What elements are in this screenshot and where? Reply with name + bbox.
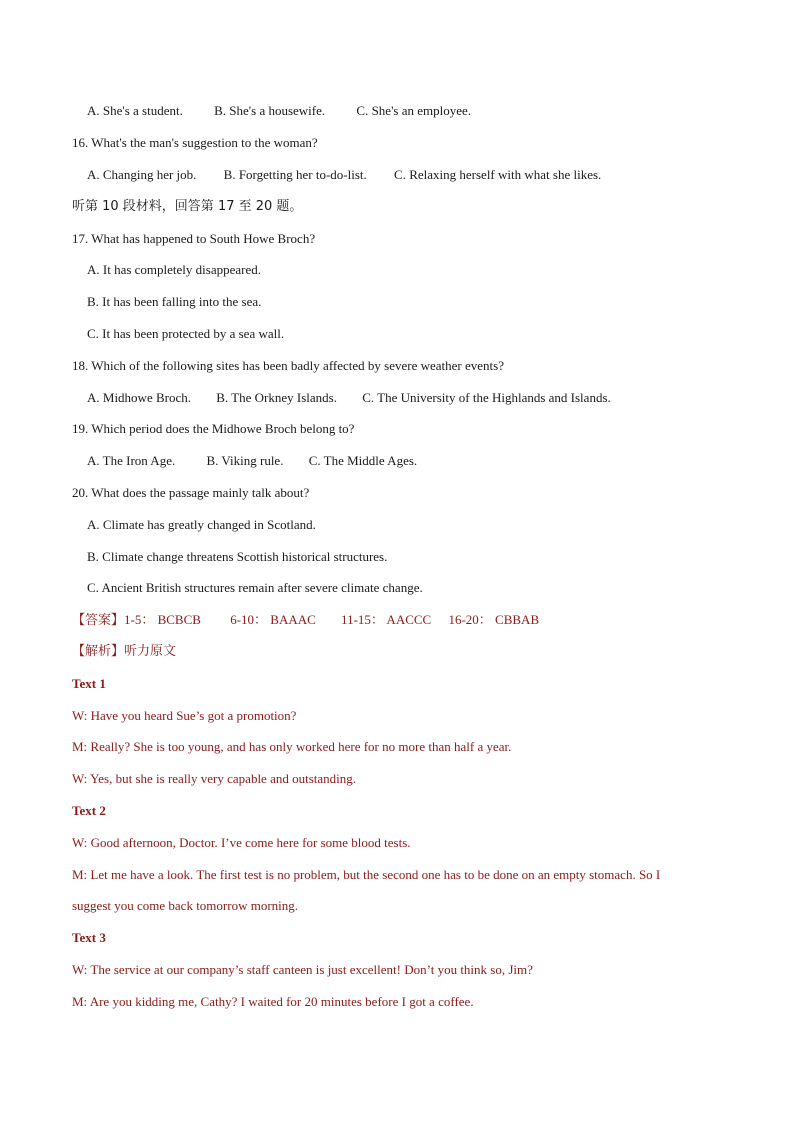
q20-option-b: B. Climate change threatens Scottish historical structures. xyxy=(87,549,388,564)
analysis-heading xyxy=(72,644,176,660)
q17-option-c: C. It has been protected by a sea wall. xyxy=(87,326,285,341)
q20-option-a: A. Climate has greatly changed in Scotland. xyxy=(87,517,316,532)
q16-options xyxy=(87,167,601,183)
q19-question: 19. Which period does the Midhowe Broch belong to? xyxy=(72,421,355,436)
q16-option-c: C. Relaxing herself with what she likes. xyxy=(394,167,602,182)
analysis-text: 听力原文 xyxy=(124,644,177,659)
q18-options xyxy=(87,390,611,406)
transcript-text1-line: W: Yes, but she is really very capable and outstanding. xyxy=(72,771,357,786)
q18-question: 18. Which of the following sites has been badly affected by severe weather events? xyxy=(72,358,504,373)
analysis-label: 【解析】 xyxy=(72,644,125,659)
transcript-text2-title: Text 2 xyxy=(72,803,106,818)
transcript-text2-line: suggest you come back tomorrow morning. xyxy=(72,898,299,913)
q19-option-a: A. The Iron Age. xyxy=(87,453,176,468)
q17-option-b: B. It has been falling into the sea. xyxy=(87,294,262,309)
answer-group-11-15: 11-15： AACCC xyxy=(341,612,432,627)
transcript-text2-line: W: Good afternoon, Doctor. I’ve come here for some blood tests. xyxy=(72,835,411,850)
transcript-text1-line: W: Have you heard Sue’s got a promotion? xyxy=(72,708,297,723)
transcript-text3-title: Text 3 xyxy=(72,930,106,945)
q19-option-c: C. The Middle Ages. xyxy=(308,453,418,468)
q18-option-b: B. The Orkney Islands. xyxy=(216,390,337,405)
q19-option-b: B. Viking rule. xyxy=(206,453,284,468)
q20-option-c: C. Ancient British structures remain after severe climate change. xyxy=(87,580,423,595)
answer-key xyxy=(72,612,539,629)
answer-group-6-10: 6-10： BAAAC xyxy=(230,612,316,627)
answer-group-16-20: 16-20： CBBAB xyxy=(448,612,540,627)
q17-question: 17. What has happened to South Howe Broch? xyxy=(72,231,316,246)
section-10-instruction: 听第 10 段材料，回答第 17 至 20 题。 xyxy=(72,199,303,214)
q16-question: 16. What's the man's suggestion to the woman? xyxy=(72,135,318,150)
q15-options xyxy=(87,103,471,119)
q18-option-c: C. The University of the Highlands and Islands. xyxy=(362,390,611,405)
transcript-text3-line: M: Are you kidding me, Cathy? I waited for 20 minutes before I got a coffee. xyxy=(72,994,474,1009)
q15-option-c: C. She's an employee. xyxy=(356,103,472,118)
answer-group-1-5: 1-5： BCBCB xyxy=(124,612,201,627)
q19-options xyxy=(87,453,417,469)
transcript-text1-title: Text 1 xyxy=(72,676,106,691)
q15-option-a: A. She's a student. xyxy=(87,103,183,118)
q16-option-b: B. Forgetting her to-do-list. xyxy=(223,167,367,182)
q18-option-a: A. Midhowe Broch. xyxy=(87,390,191,405)
q20-question: 20. What does the passage mainly talk about? xyxy=(72,485,310,500)
q15-option-b: B. She's a housewife. xyxy=(214,103,326,118)
answer-label: 【答案】 xyxy=(72,613,125,628)
transcript-text2-line: M: Let me have a look. The first test is no problem, but the second one has to be done on an empty stomach. So I xyxy=(72,867,661,882)
transcript-text1-line: M: Really? She is too young, and has only worked here for no more than half a year. xyxy=(72,739,512,754)
transcript-text3-line: W: The service at our company’s staff canteen is just excellent! Don’t you think so, Jim? xyxy=(72,962,533,977)
q17-option-a: A. It has completely disappeared. xyxy=(87,262,261,277)
q16-option-a: A. Changing her job. xyxy=(87,167,197,182)
